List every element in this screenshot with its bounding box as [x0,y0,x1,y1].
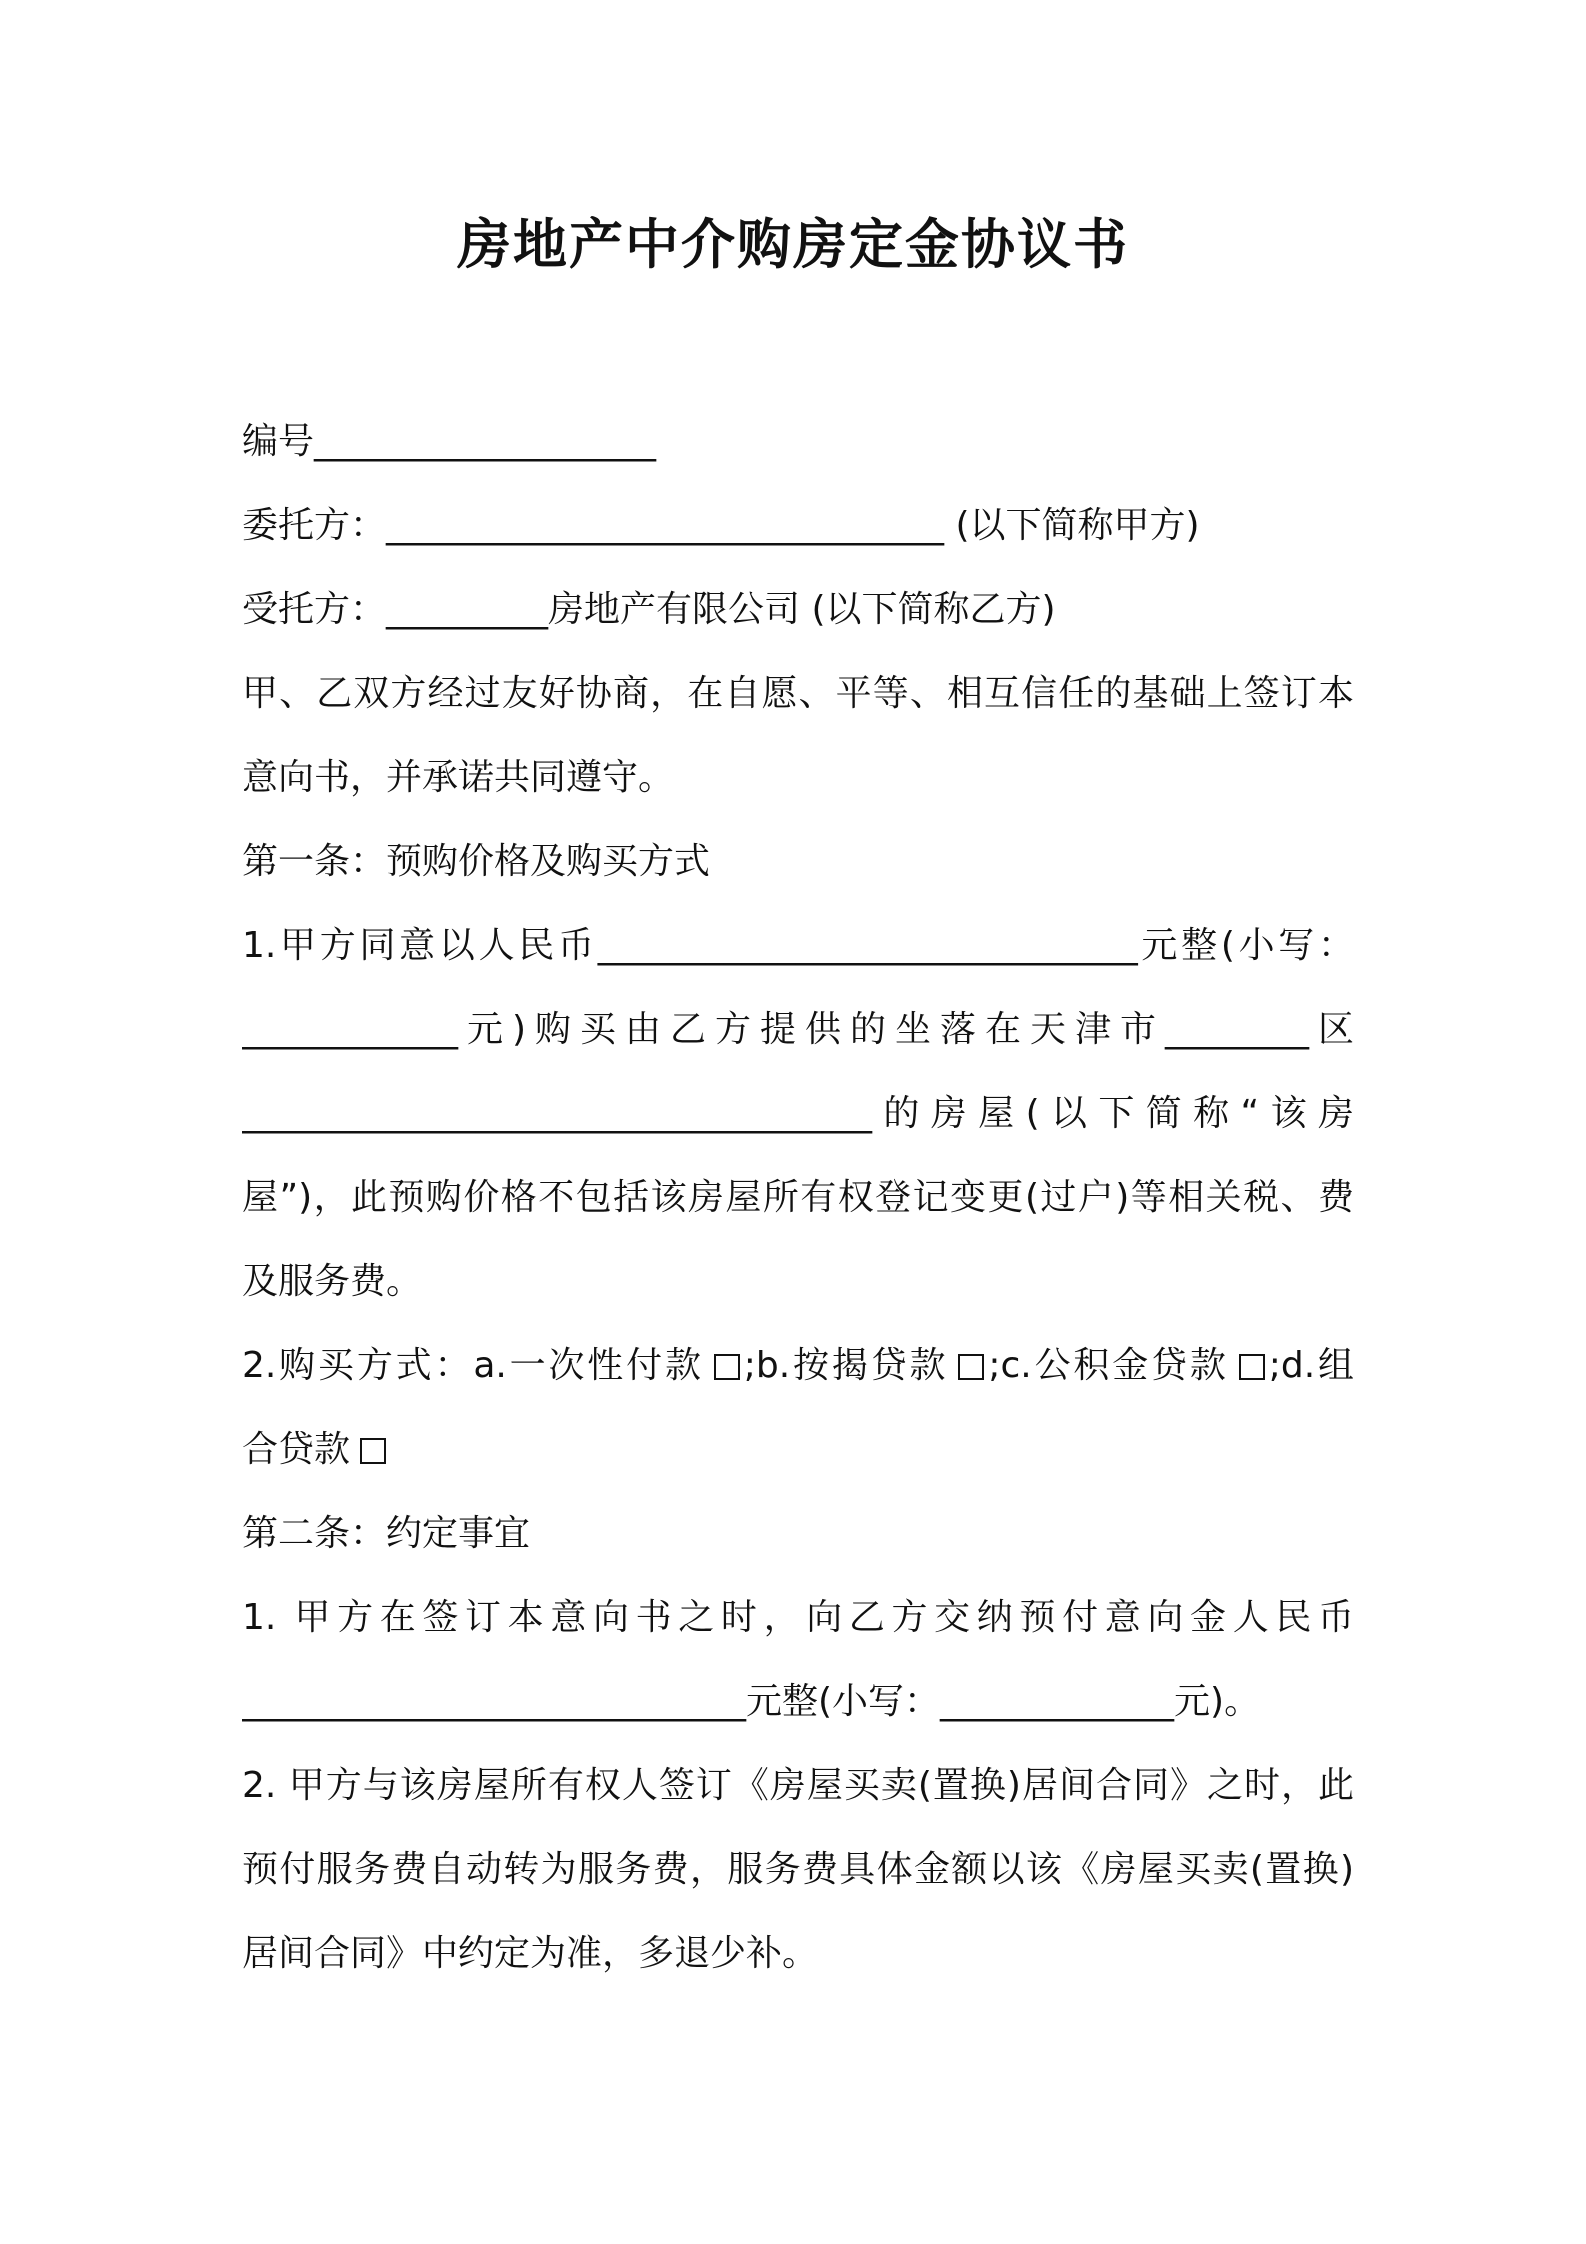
payment-option-b-label: ;b.按揭贷款 [743,1345,949,1386]
paragraph-line: 预付服务费自动转为服务费，服务费具体金额以该《房屋买卖(置换) [242,1849,1354,1890]
payment-method-line-continued [242,1408,1354,1492]
paragraph-line: 1. 甲方在签订本意向书之时，向乙方交纳预付意向金人民币 [242,1597,1354,1638]
agent-party-line: 受托方：_________房地产有限公司 (以下简称乙方) [242,589,1056,630]
contract-number-line: 编号___________________ [242,421,657,462]
document-body [242,400,1354,1996]
document-title: 房地产中介购房定金协议书 [457,213,1129,276]
checkbox-icon[interactable] [1239,1354,1265,1380]
paragraph-line: ____________元)购买由乙方提供的坐落在天津市________区 [242,1009,1354,1050]
paragraph-line: 甲、乙双方经过友好协商，在自愿、平等、相互信任的基础上签订本 [242,673,1354,714]
paragraph-line: ___________________________________的房屋(以下简称“该房 [242,1093,1354,1134]
paragraph-line: 2. 甲方与该房屋所有权人签订《房屋买卖(置换)居间合同》之时，此 [242,1765,1354,1806]
paragraph-line: 居间合同》中约定为准，多退少补。 [242,1933,819,1974]
payment-option-a-label: 2.购买方式：a.一次性付款 [242,1345,704,1386]
payment-option-d-label: ;d.组 [1268,1345,1354,1386]
payment-option-c-label: ;c.公积金贷款 [988,1345,1229,1386]
article-heading: 第二条：约定事宜 [242,1513,531,1554]
principal-party-line: 委托方：_______________________________ (以下简称甲方) [242,505,1200,546]
paragraph-line: 意向书，并承诺共同遵守。 [242,757,675,798]
payment-option-d-label-continued: 合贷款 [242,1429,351,1470]
paragraph-line: 屋”)，此预购价格不包括该房屋所有权登记变更(过户)等相关税、费 [242,1177,1354,1218]
paragraph-line: 及服务费。 [242,1261,423,1302]
payment-method-line [242,1324,1354,1408]
checkbox-icon[interactable] [714,1354,740,1380]
checkbox-icon[interactable] [958,1354,984,1380]
paragraph-line: ____________________________元整(小写：_____________元)。 [242,1681,1261,1722]
checkbox-icon[interactable] [360,1438,386,1464]
paragraph-line: 1.甲方同意以人民币______________________________元整(小写： [242,925,1354,966]
article-heading: 第一条：预购价格及购买方式 [242,841,711,882]
